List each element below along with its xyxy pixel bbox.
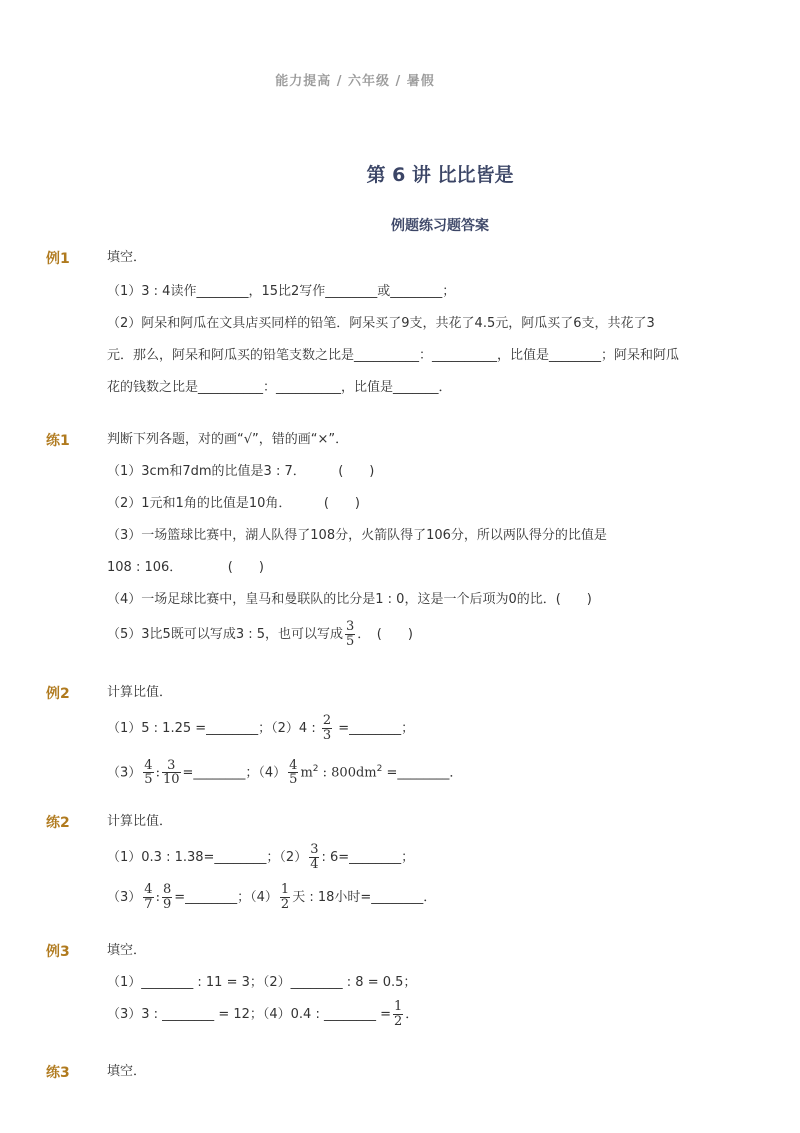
lecture-title: 第 6 讲 比比皆是 bbox=[366, 164, 514, 186]
practice-3 bbox=[46, 1062, 726, 1082]
problem-line: 108 : 106． ( ) bbox=[107, 560, 264, 575]
practice-2 bbox=[46, 812, 726, 918]
fraction-numerator: 1 bbox=[394, 999, 403, 1015]
fraction-numerator: 1 bbox=[280, 882, 290, 898]
problem-line: （1）3 : 4读作________，15比2写作________或________； bbox=[107, 284, 456, 299]
fraction bbox=[288, 759, 298, 787]
problem-line: （3）一场篮球比赛中，湖人队得了108分，火箭队得了106分，所以两队得分的比值是 bbox=[107, 528, 607, 543]
fraction-denominator: 2 bbox=[394, 1014, 403, 1029]
fraction bbox=[309, 843, 319, 871]
fraction bbox=[322, 714, 332, 742]
fraction bbox=[143, 759, 153, 787]
line-text: （3） bbox=[107, 890, 142, 905]
fraction-denominator: 7 bbox=[144, 897, 153, 912]
problem-line: （1）________ : 11 = 3；（2）________ : 8 = 0.5； bbox=[107, 975, 417, 990]
superscript: 2 bbox=[376, 764, 383, 774]
fraction-denominator: 5 bbox=[289, 772, 298, 788]
problem-label: 例3 bbox=[46, 944, 70, 960]
fraction-numerator: 3 bbox=[162, 759, 181, 774]
problem-stem: 计算比值． bbox=[107, 685, 173, 700]
line-text: =________；（4） bbox=[174, 890, 278, 905]
fraction-denominator: 9 bbox=[162, 897, 172, 912]
problem-stem: 填空． bbox=[107, 250, 147, 265]
problem-stem: 填空． bbox=[107, 1064, 147, 1079]
fraction-denominator: 5 bbox=[346, 634, 355, 649]
line-text: : bbox=[155, 765, 160, 781]
fraction bbox=[143, 883, 153, 911]
page-header: 能力提高 / 六年级 / 暑假 bbox=[275, 74, 435, 89]
problem-line bbox=[107, 878, 726, 918]
fraction-denominator: 3 bbox=[322, 728, 332, 743]
fraction bbox=[345, 620, 355, 648]
problem-line bbox=[107, 838, 726, 878]
fraction-numerator: 2 bbox=[322, 713, 332, 729]
line-text: =________； bbox=[338, 721, 415, 736]
example-3 bbox=[46, 941, 726, 1035]
unit-text: m bbox=[300, 765, 313, 781]
line-text: （5）3比5既可以写成3 : 5，也可以写成 bbox=[107, 627, 343, 642]
fraction-numerator: 4 bbox=[144, 757, 153, 773]
unit-text: : 800dm bbox=[318, 765, 377, 781]
example-2 bbox=[46, 683, 726, 793]
problem-label: 练2 bbox=[46, 815, 70, 831]
line-text: =________；（4） bbox=[182, 765, 287, 781]
fraction-denominator: 10 bbox=[162, 772, 180, 788]
problem-line bbox=[107, 709, 726, 749]
fraction-numerator: 8 bbox=[162, 882, 172, 898]
line-text: : 6=________； bbox=[321, 850, 415, 865]
problem-line bbox=[107, 618, 726, 652]
problem-line: （1）3cm和7dm的比值是3 : 7． ( ) bbox=[107, 464, 375, 479]
superscript: 2 bbox=[312, 764, 319, 774]
problem-line: 元．那么，阿呆和阿瓜买的铅笔支数之比是__________：__________，比值是________；阿呆和阿瓜 bbox=[107, 348, 680, 363]
line-text: （1）0.3 : 1.38=________；（2） bbox=[107, 850, 308, 865]
line-text: ． bbox=[405, 1007, 419, 1022]
fraction-denominator: 5 bbox=[144, 772, 153, 788]
fraction bbox=[393, 1000, 403, 1028]
fraction-numerator: 4 bbox=[144, 882, 153, 898]
problem-line: （2）阿呆和阿瓜在文具店买同样的铅笔．阿呆买了9支，共花了4.5元，阿瓜买了6支，共花了3 bbox=[107, 316, 655, 331]
fraction bbox=[162, 883, 172, 911]
fraction bbox=[162, 759, 181, 787]
line-text: （1）5 : 1.25 =________；（2）4 : bbox=[107, 721, 316, 736]
fraction-denominator: 2 bbox=[280, 897, 290, 912]
fraction-denominator: 4 bbox=[310, 857, 319, 872]
fraction bbox=[280, 883, 290, 911]
line-text: （3） bbox=[107, 765, 142, 781]
problem-line: （2）1元和1角的比值是10角． ( ) bbox=[107, 496, 360, 511]
line-text: （3）3 : ________ = 12；（4）0.4 : ________ = bbox=[107, 1007, 392, 1022]
fraction-numerator: 3 bbox=[310, 842, 319, 858]
example-1 bbox=[46, 248, 726, 398]
line-text: 天 : 18小时=________． bbox=[292, 890, 437, 905]
problem-label: 例1 bbox=[46, 251, 70, 267]
problem-line bbox=[107, 749, 726, 793]
line-text: =________． bbox=[382, 765, 463, 781]
problem-label: 练1 bbox=[46, 433, 70, 449]
practice-1 bbox=[46, 430, 726, 652]
problem-stem: 判断下列各题，对的画“√”，错的画“×”． bbox=[107, 432, 349, 447]
fraction-numerator: 3 bbox=[346, 619, 355, 635]
problem-label: 例2 bbox=[46, 686, 70, 702]
section-subtitle: 例题练习题答案 bbox=[391, 218, 489, 234]
problem-line: 花的钱数之比是__________：__________，比值是_______． bbox=[107, 380, 452, 395]
line-text: : bbox=[155, 890, 160, 905]
fraction-numerator: 4 bbox=[289, 757, 298, 773]
problem-stem: 填空． bbox=[107, 943, 147, 958]
line-text: ． ( ) bbox=[357, 627, 413, 642]
problem-stem: 计算比值． bbox=[107, 814, 173, 829]
problem-label: 练3 bbox=[46, 1065, 70, 1081]
problem-line bbox=[107, 995, 726, 1035]
problem-line: （4）一场足球比赛中，皇马和曼联队的比分是1 : 0，这是一个后项为0的比．( ) bbox=[107, 592, 592, 607]
